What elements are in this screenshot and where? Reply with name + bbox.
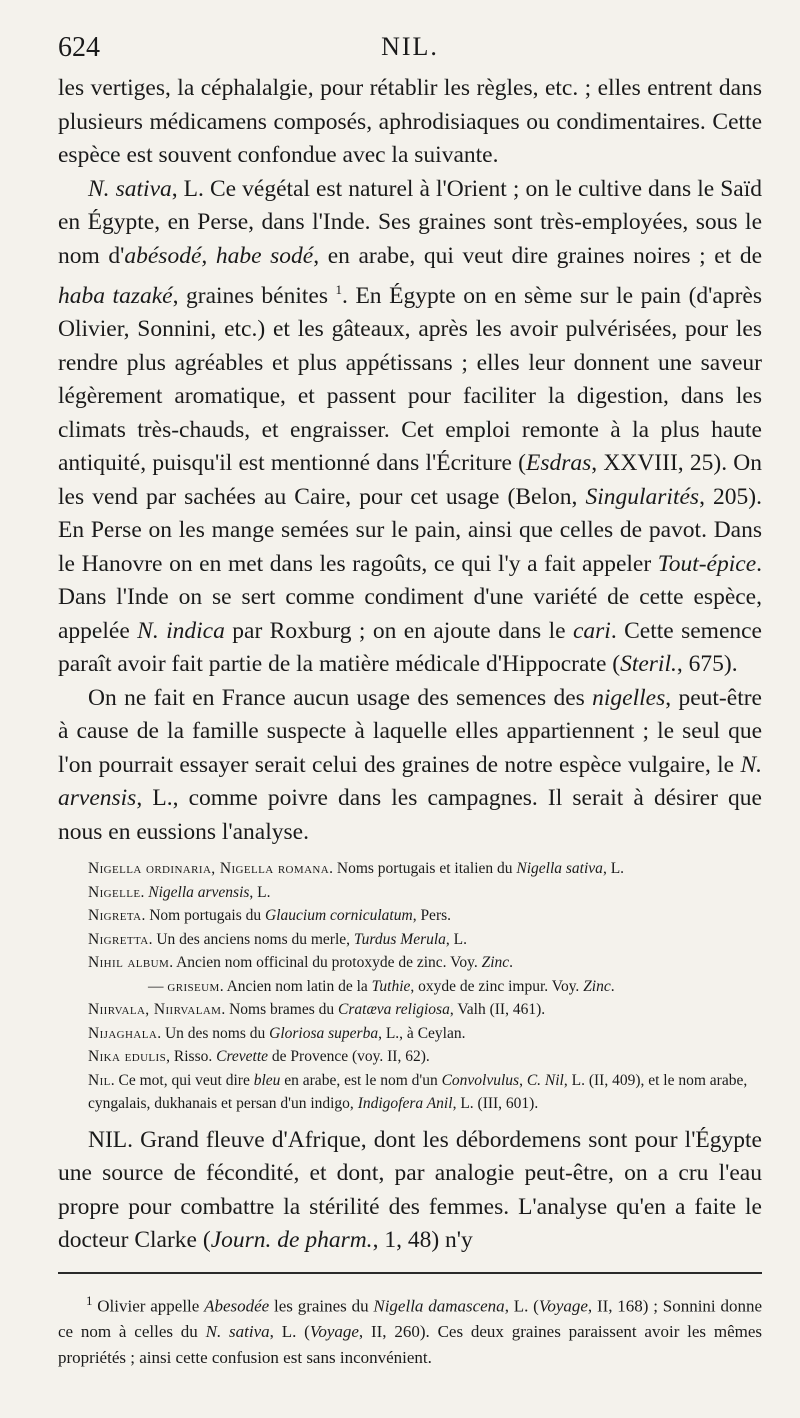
text-run: On ne fait en France aucun usage des semences des xyxy=(88,684,593,711)
paragraph-continuation xyxy=(58,72,762,173)
text-run: NIL. Grand fleuve d'Afrique, dont les débordemens sont pour l'Égypte une source de fécondité, et dont, par analogie peut-être, on a cru l'eau propre pour combattre la stérilité des femmes. L'analyse qu'en a faite le docteur Clarke ( xyxy=(58,1126,762,1254)
text-run: N. sativa xyxy=(205,1322,270,1342)
text-run: , L., à Ceylan. xyxy=(378,1024,466,1042)
text-run: , L. (III, 601). xyxy=(452,1095,539,1113)
synonym-entry xyxy=(88,881,762,905)
text-run: Indigofera Anil xyxy=(357,1095,453,1113)
text-run: haba tazaké xyxy=(58,282,173,309)
text-run: Convolvulus xyxy=(441,1071,520,1089)
text-run: , 1, 48) n'y xyxy=(372,1227,473,1254)
text-run: . xyxy=(509,954,514,972)
text-run: Turdus Merula xyxy=(353,930,446,948)
text-run: , L., comme poivre dans les campagnes. Il serait à désirer que nous en eussions l'analyse. xyxy=(58,785,762,845)
entry-nil xyxy=(58,1124,762,1258)
text-run: Nijaghala xyxy=(88,1024,158,1042)
text-run: 1 xyxy=(86,1292,93,1308)
text-run: Zinc xyxy=(481,954,510,972)
text-run: . Ancien nom officinal du protoxyde de zinc. Voy. xyxy=(169,954,482,972)
synonym-entry xyxy=(88,904,762,928)
text-run: Cratæva religiosa xyxy=(338,1001,450,1019)
text-run: les graines du xyxy=(269,1296,374,1316)
text-run: , peut-être à cause de la famille suspecte à laquelle elles appartiennent ; le seul que l'on pourrait essayer serait celui des graines de notre espèce vulgaire, le xyxy=(58,684,762,778)
text-run: . Un des anciens noms du merle, xyxy=(148,930,354,948)
text-run: , L. xyxy=(249,883,271,901)
text-run: , L. xyxy=(602,860,625,878)
text-run: Voyage xyxy=(538,1296,588,1316)
text-run: nigelles xyxy=(592,684,666,711)
text-run: , Pers. xyxy=(412,907,452,925)
synonym-entry xyxy=(88,1069,762,1116)
paragraph-nigelles-france xyxy=(58,682,762,850)
text-run: , oxyde de zinc impur. Voy. xyxy=(410,977,584,995)
text-run: , 205). En Perse on les mange semées sur le pain, ainsi que celles de pavot. Dans le Hanovre on en met dans les ragoûts, ce qui l'y a fait appeler xyxy=(58,483,763,577)
text-run: , L. ( xyxy=(504,1296,539,1316)
text-run: . Noms brames du xyxy=(221,1001,339,1019)
text-run: , II, 168) ; Sonnini donne ce nom à celles du xyxy=(58,1296,762,1342)
text-run: par Roxburg ; on en ajoute dans le xyxy=(224,617,573,644)
synonym-entry xyxy=(88,951,762,975)
page-header xyxy=(58,28,762,72)
text-run: . xyxy=(140,883,149,901)
text-run: griseum xyxy=(167,977,220,995)
text-run: Nigreta xyxy=(88,907,142,925)
text-run: , xyxy=(519,1071,527,1089)
text-run: — xyxy=(148,977,168,995)
footnote xyxy=(58,1288,762,1372)
text-run: Nigretta xyxy=(88,930,149,948)
text-run: , L. ( xyxy=(269,1322,310,1342)
text-run: Nigelle xyxy=(88,883,141,901)
text-run: Nigella arvensis xyxy=(148,883,250,901)
text-run: Steril. xyxy=(620,651,677,678)
text-run: Abesodée xyxy=(204,1296,270,1316)
text-run: 1 xyxy=(335,282,343,297)
text-run: Glaucium corniculatum xyxy=(265,907,413,925)
text-run: Singularités xyxy=(585,483,700,510)
page-number: 624 xyxy=(58,32,100,63)
running-head: NIL. xyxy=(381,32,439,61)
main-text xyxy=(58,72,762,849)
text-run: Nil xyxy=(88,1071,111,1089)
text-run: Gloriosa superba xyxy=(269,1024,379,1042)
text-run: Voyage xyxy=(309,1322,359,1342)
text-run: Nika edulis xyxy=(88,1048,167,1066)
text-run: . Un des noms du xyxy=(157,1024,270,1042)
footnote-rule xyxy=(58,1272,762,1274)
text-run: Journ. de pharm. xyxy=(210,1227,373,1254)
text-run: . Ancien nom latin de la xyxy=(219,977,372,995)
entry-nil-text xyxy=(58,1124,762,1258)
text-run: bleu xyxy=(253,1071,281,1089)
text-run: en arabe, est le nom d'un xyxy=(280,1071,442,1089)
text-run: . xyxy=(610,977,615,995)
text-run: de Provence (voy. II, 62). xyxy=(268,1048,430,1066)
text-run: . En Égypte on en sème sur le pain (d'après Olivier, Sonnini, etc.) et les gâteaux, après les avoir pulvérisées, pour les rendre plus agréables et plus appétissans ; elles leur donnent une saveur légèrement aromatique, et passent pour faciliter la digestion, dans les climats très-chauds, et engraisser. Cet emploi remonte à la plus haute antiquité, puisqu'il est mentionné dans l'Écriture ( xyxy=(58,282,762,477)
synonym-list xyxy=(58,857,762,1116)
text-run: . Dans l'Inde on se sert comme condiment d'une variété de cette espèce, appelée xyxy=(58,550,762,644)
text-run: Nigella damascena xyxy=(373,1296,505,1316)
text-run: Olivier appelle xyxy=(92,1296,205,1316)
text-run: . Nom portugais du xyxy=(141,907,266,925)
synonym-entry xyxy=(88,1045,762,1069)
text-run: , L. Ce végétal est naturel à l'Orient ; on le cultive dans le Saïd en Égypte, en Perse, dans l'Inde. Ses graines sont très-employées, sous le nom d' xyxy=(58,175,762,269)
text-run: N. indica xyxy=(137,617,225,644)
text-run: Nigella ordinaria, Nigella romana xyxy=(88,860,330,878)
text-run: N. sativa xyxy=(88,175,172,202)
text-run: , II, 260). Ces deux graines paraissent avoir les mêmes propriétés ; ainsi cette confusion est sans inconvénient. xyxy=(58,1322,763,1368)
text-run: , L. (II, 409), et le nom arabe, cyngalais, dukhanais et persan d'un indigo, xyxy=(88,1071,748,1113)
text-run: , graines bénites xyxy=(172,282,336,309)
text-run: Zinc xyxy=(583,977,611,995)
text-run: , L. xyxy=(445,930,468,948)
text-run: Nigella sativa xyxy=(516,860,603,878)
text-run: Tout-épice xyxy=(657,550,757,577)
text-run: Tuthie xyxy=(371,977,411,995)
text-run: . Cette semence paraît avoir fait partie de la matière médicale d'Hippocrate ( xyxy=(58,617,762,678)
synonym-entry xyxy=(88,857,762,881)
text-run: . Ce mot, qui veut dire xyxy=(110,1071,254,1089)
synonym-entry xyxy=(88,998,762,1022)
text-run: , en arabe, qui veut dire graines noires ; et de xyxy=(313,242,763,269)
text-run: Nihil album xyxy=(88,954,170,972)
text-run: les vertiges, la céphalalgie, pour rétablir les règles, etc. ; elles entrent dans plusieurs médicamens composés, aphrodisiaques ou condimentaires. Cette espèce est souvent confondue avec la suivante. xyxy=(58,75,762,168)
text-run: . Noms portugais et italien du xyxy=(329,860,517,878)
synonym-entry xyxy=(88,928,762,952)
footnote-text xyxy=(58,1288,762,1372)
text-run: abésodé, habe sodé xyxy=(124,242,314,269)
text-run: cari xyxy=(572,617,611,644)
text-run: Esdras xyxy=(526,450,592,477)
text-run: , Valh (II, 461). xyxy=(449,1001,546,1019)
text-run: , Risso. xyxy=(166,1048,217,1066)
synonym-entry xyxy=(88,975,762,999)
text-run: C. Nil xyxy=(526,1071,564,1089)
synonym-entry xyxy=(88,1022,762,1046)
text-run: Niirvala, Niirvalam xyxy=(88,1001,222,1019)
text-run: Crevette xyxy=(216,1048,269,1066)
paragraph-nigella-sativa xyxy=(58,173,762,682)
text-run: N. arvensis xyxy=(58,751,762,812)
text-run: , 675). xyxy=(676,651,738,678)
text-run: , XXVIII, 25). On les vend par sachées au Caire, pour cet usage (Belon, xyxy=(58,450,762,510)
